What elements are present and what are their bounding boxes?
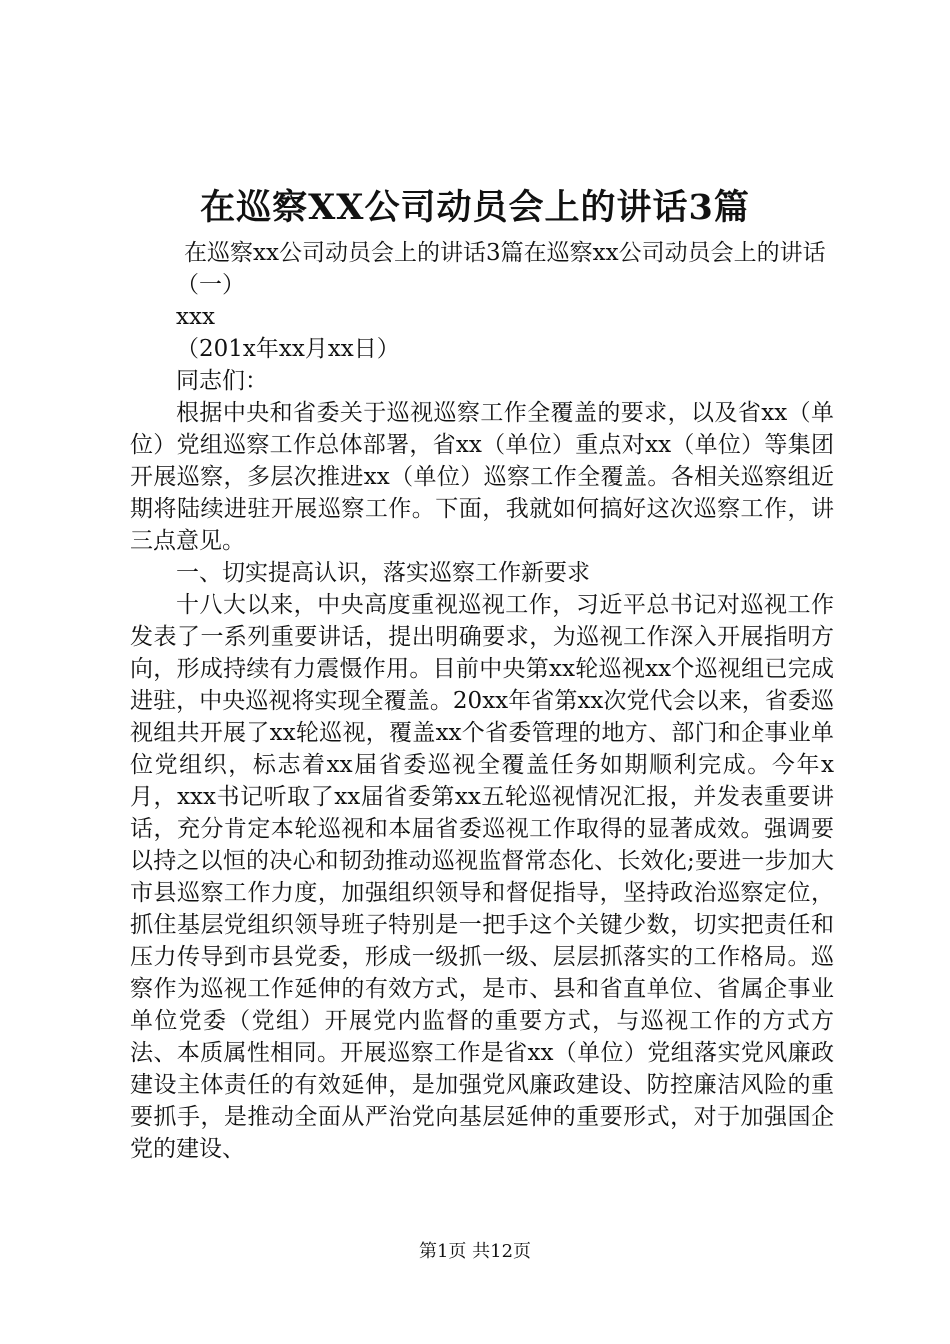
salutation: 同志们：	[176, 368, 268, 394]
section-heading: 一、切实提高认识，落实巡察工作新要求	[176, 560, 590, 586]
intro-paragraph: 在巡察xx公司动员会上的讲话3篇在巡察xx公司动员会上的讲话	[184, 240, 826, 266]
speech-date: （201x年xx月xx日）	[176, 336, 400, 362]
page-footer: 第1页 共12页	[418, 1241, 532, 1262]
body-paragraph: 根据中央和省委关于巡视巡察工作全覆盖的要求，以及省xx（单位）党组巡察工作总体部署，省xx（单位）重点对xx（单位）等集团开展巡察，多层次推进xx（单位）巡察工作全覆盖。各相关巡察组近期将陆续进驻开展巡察工作。下面，我就如何搞好这次巡察工作，讲三点意见。	[130, 400, 834, 554]
document-body	[130, 237, 834, 1165]
document-title: 在巡察XX公司动员会上的讲话3篇	[200, 187, 750, 228]
section-number: （一）	[176, 272, 245, 298]
body-paragraph: 十八大以来，中央高度重视巡视工作，习近平总书记对巡视工作发表了一系列重要讲话，提出明确要求，为巡视工作深入开展指明方向，形成持续有力震慑作用。目前中央第xx轮巡视xx个巡视组已完成进驻，中央巡视将实现全覆盖。20xx年省第xx次党代会以来，省委巡视组共开展了xx轮巡视，覆盖xx个省委管理的地方、部门和企事业单位党组织，标志着xx届省委巡视全覆盖任务如期顺利完成。今年x月，xxx书记听取了xx届省委第xx五轮巡视情况汇报，并发表重要讲话，充分肯定本轮巡视和本届省委巡视工作取得的显著成效。强调要以持之以恒的决心和韧劲推动巡视监督常态化、长效化;要进一步加大市县巡察工作力度，加强组织领导和督促指导，坚持政治巡察定位，抓住基层党组织领导班子特别是一把手这个关键少数，切实把责任和压力传导到市县党委，形成一级抓一级、层层抓落实的工作格局。巡察作为巡视工作延伸的有效方式，是市、县和省直单位、省属企事业单位党委（党组）开展党内监督的重要方式，与巡视工作的方式方法、本质属性相同。开展巡察工作是省xx（单位）党组落实党风廉政建设主体责任的有效延伸，是加强党风廉政建设、防控廉洁风险的重要抓手，是推动全面从严治党向基层延伸的重要形式，对于加强国企党的建设、	[130, 592, 834, 1162]
speaker-name: xxx	[176, 304, 215, 330]
